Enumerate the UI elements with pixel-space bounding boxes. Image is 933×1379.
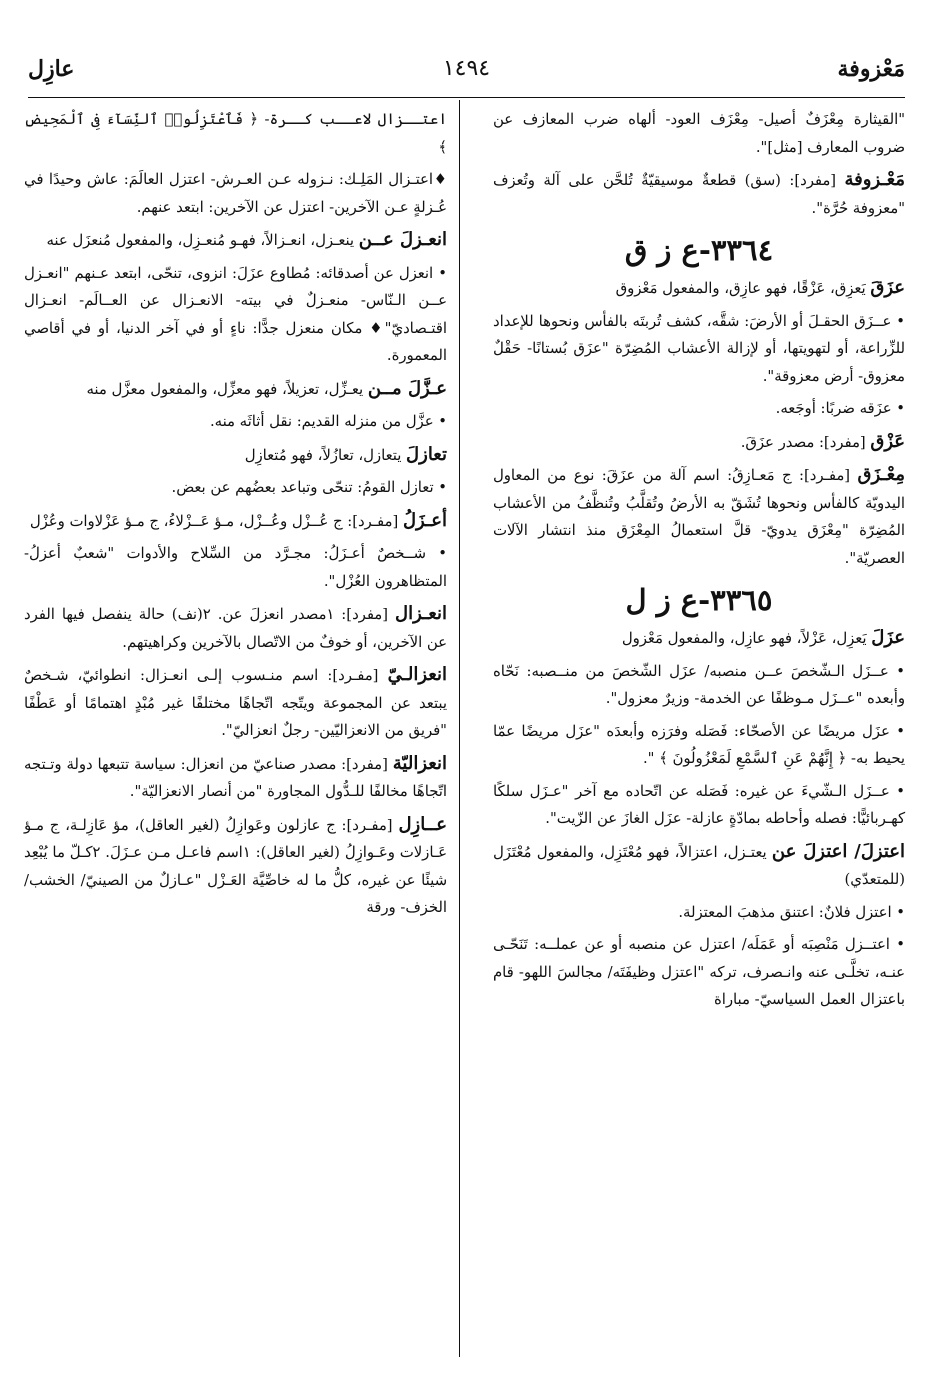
entry-text: يَعزِق، عَزْقًا، فهو عازِق، والمفعول مَعْزوق (615, 280, 866, 297)
page-header (28, 56, 905, 96)
header-rule (28, 97, 905, 98)
entry-text: [مفـرد]: ج عُــزْل وعُــزْل، مـؤ عَــزْلاءُ، ج مـؤ عَزْلاوات وعُزْل (29, 512, 399, 530)
dictionary-entry (24, 375, 447, 404)
root-heading: ٣٣٦٤-ع ز ق (624, 233, 774, 267)
headword: اعتزلَ/ اعتزلَ عن (771, 840, 906, 862)
entry-text: [مفرد]: مصدر صناعيّ من انعزال: سياسة تتبعها دولة وتـتجه اتّجاهًا مخالفًا للـدُّول المجاورة "من أنصار الانعزاليّة". (24, 755, 447, 800)
entry-text: [مفـرد]: ج مَعـازِقُ: اسم آلة من عزَقَ: نوع من المعاول اليدويّة كالفأس ونحوها تُشَقّ به الأرضُ وتُقلَّبُ وتُنظَّفُ من الأعشاب المُضِرّة "مِعْزَق يدويّ- قلَّ استعمالُ المِعْزَق منذ انتشار الآلات العصريّة". (493, 467, 905, 567)
entry-text: • عــزَل الـشّخصَ عــن منصبه/ عزَل الشّخصَ من منــصبه: نَحّاه وأبعده "عــزَل مـوظفًا عن الخدمة- وزيرٌ معزول". (493, 662, 905, 707)
dictionary-entry (493, 274, 905, 303)
entry-text: يَعزِل، عَزْلاً، فهو عازِل، والمفعول مَعْزول (621, 630, 867, 647)
headword: عزَقَ (870, 277, 905, 298)
guide-word-left: عازِل (28, 56, 75, 82)
entry-text: • تعازل القومُ: تنحّى وتباعد بعضُهم عن بعض. (171, 479, 447, 496)
entry-text: ♦اعتـزال المَلِـك: نـزوله عـن العـرش- اعتزل العالَمَ: عاش وحيدًا في عُـزلةٍ عـن الآخرين- اعتزل عن الآخرين: ابتعد عنهم. (24, 171, 447, 216)
headword: انعزالـيّ (387, 664, 447, 685)
entry-sense (24, 166, 447, 221)
headword: انعزاليّة (392, 752, 447, 774)
entry-sense (24, 106, 447, 161)
entry-text: • اعتــزل مَنْصِبَه أو عَمَلَه/ اعتزل عن منصبه أو عن عملــه: تَنَحّـى عنـه، تخلَّـى عنه وانـصرف، تركه "اعتزل وظيفَتَه/ مجالسَ اللهو- قام باعتزال العمل السياسيّ- مباراة (493, 936, 905, 1008)
dictionary-entry (24, 441, 447, 470)
entry-text: [مفرد]: مصدر عزَقَ. (740, 433, 866, 451)
entry-text: [مفرد]: (سق) قطعةٌ موسيقيّةٌ تُلحَّن على آلة وتُعزف "معزوفة حُرَّة". (493, 172, 905, 217)
entry-text: [مفـرد]: ج عازلون وعَوازِلُ (لغير العاقل)، مؤ عَازِلـة، ج مـؤ عَـازلات وعَـوازِلُ (لغير العاقل): ١اسم فاعـل مـن عـزَلَ. ٢كـلّ ما يُبْعِد شيئًا عن غيره، كلُّ ما له خاصِّيَّة العَـزْل "عـازلٌ من الصينيّ/ الخشب/ الخزف- ورقة (24, 816, 447, 916)
dictionary-entry (493, 838, 905, 894)
entry-sense (24, 408, 447, 436)
root-heading: ٣٣٦٥-ع ز ل (625, 583, 773, 617)
dictionary-entry (24, 661, 447, 745)
dictionary-entry (24, 226, 447, 255)
entry-sense (24, 474, 447, 502)
column-divider (459, 100, 460, 1357)
entry-sense (493, 308, 905, 391)
page-number: ١٤٩٤ (442, 56, 491, 81)
dictionary-entry (24, 750, 447, 806)
entry-sense (493, 106, 905, 161)
headword: عَزْق (870, 430, 905, 452)
entry-sense (493, 931, 905, 1014)
headword: أعـزَلُ (402, 509, 447, 531)
entry-sense (493, 718, 905, 773)
entry-text: • عــزَق الحقـلَ أو الأرضَ: شقَّه، كشف تُربتَه بالفأس ونحوها للإعداد للزِّراعة، أو لتهويتها، أو لإزالة الأعشاب المُضِرّة "عزَق بُستانًا- حَقْلٌ معزوق- أرض معزوقة". (493, 312, 905, 385)
entry-text: يعـزِّل، تعزيلاً، فهو معزِّل، والمفعول معزَّل منه (86, 380, 364, 398)
entry-text: ينعـزل، انعـزالاً، فهـو مُنعـزِل، والمفعول مُنعزَل عنه (46, 232, 355, 249)
entry-text: "القيثارة مِعْزَفٌ أصيل- مِعْزَف العود- ألهاه ضرب المعازف عن ضروب المعارف [مثل]". (493, 111, 905, 156)
dictionary-entry (24, 811, 447, 922)
entry-sense (493, 778, 905, 833)
entry-text: • عزَّل من منزله القديم: نقل أثاثَه منه. (209, 413, 447, 430)
dictionary-entry (493, 166, 905, 222)
entry-text: [مفرد]: ١مصدر انعزلَ عن. ٢(نف) حالة ينفصل فيها الفرد عن الآخرين، أو خوفٌ من الاتّصال بالآخرين وكراهيتهم. (24, 606, 447, 651)
entry-sense (493, 395, 905, 423)
entry-text: • عــزَل الـشّيءَ عن غيره: فَصَله عن اتّحاده مع آخر "عـزَل سلكًا كهـربائيًّا: فصله وأحاطه بمادّةٍ عازلة- عزَل الغازَ عن الزّيت". (493, 782, 905, 827)
entry-sense (24, 260, 447, 370)
right-column (493, 106, 905, 1019)
guide-word-right: مَعْزوفة (837, 56, 905, 82)
dictionary-entry (493, 624, 905, 653)
headword: مَعْـزوفة (844, 169, 905, 190)
headword: عزَلَ (871, 627, 905, 648)
entry-text: • انعزل عن أصدقائه: مُطاوع عزَلَ: انزوى، تنحّى، ابتعد عـنهم "انعـزل عــن الـنّاس- منعـزلٌ في بيته- الانعـزال عن العــالَم- انعـزال اقتـصاديّ"♦ مكان منعزل جدًّا: ناءٍ أو في آخر الدنيا، أو في أقاصي المعمورة. (24, 264, 447, 364)
headword: عـزَّلَ مــن (367, 377, 447, 399)
entry-sense (493, 658, 905, 713)
headword: انعـزال (394, 603, 447, 624)
entry-sense (493, 899, 905, 927)
entry-text: • شــخصٌ أعـزَلُ: مجـرَّد من السِّلاح والأدوات "شعبٌ أعزلُ- المتظاهرون العُزْل". (24, 545, 447, 590)
entry-text: يتعازل، تعازُلاً، فهو مُتعازِل (244, 446, 402, 464)
dictionary-entry (493, 461, 905, 572)
left-column (24, 106, 447, 927)
headword: مِعْـزَق (857, 464, 905, 485)
entry-text: • عزَقه ضربًا: أوجَعه. (775, 400, 905, 417)
headword: انعـزلَ عــن (358, 229, 447, 250)
dictionary-entry (493, 428, 905, 457)
dictionary-entry (24, 507, 447, 536)
headword: تعازلَ (406, 443, 447, 465)
entry-text: • عزَل مريضًا عن الأصحّاء: فَصَله وفرَزه وأبعدَه "عزَل مريضًا عمّا يحيط به- ﴿ إِنَّهُمْ عَنِ ٱلسَّمْعِ لَمَعْزُولُونَ ﴾ ". (493, 722, 905, 767)
headword: عــازِل (398, 813, 447, 835)
entry-text: يعتـزل، اعتزالاً، فهو مُعْتَزِل، والمفعول مُعْتَزَل (للمتعدّي) (493, 843, 905, 888)
dictionary-entry (24, 600, 447, 656)
entry-sense (24, 540, 447, 595)
entry-text: [مفـرد]: اسم منـسوب إلـى انعـزال: انطوائيّ، شـخصٌ يبتعد عن المجموعة ويتّجه اتّجاهًا مختلفًا غير مُبْدٍ اهتمامًا أو عَطْفًا "فريق من الانعزاليّين- رجلٌ انعزاليّ". (24, 667, 447, 739)
entry-text: • اعتزل فلانٌ: اعتنق مذهبَ المعتزلة. (678, 903, 905, 921)
entry-text: اعتــزال لاعــب كــرة- ﴿ فَٱعْتَزِلُوا۟ ٱلنِّسَآءَ فِى ٱلْمَحِيضِ ﴾ (24, 111, 447, 156)
